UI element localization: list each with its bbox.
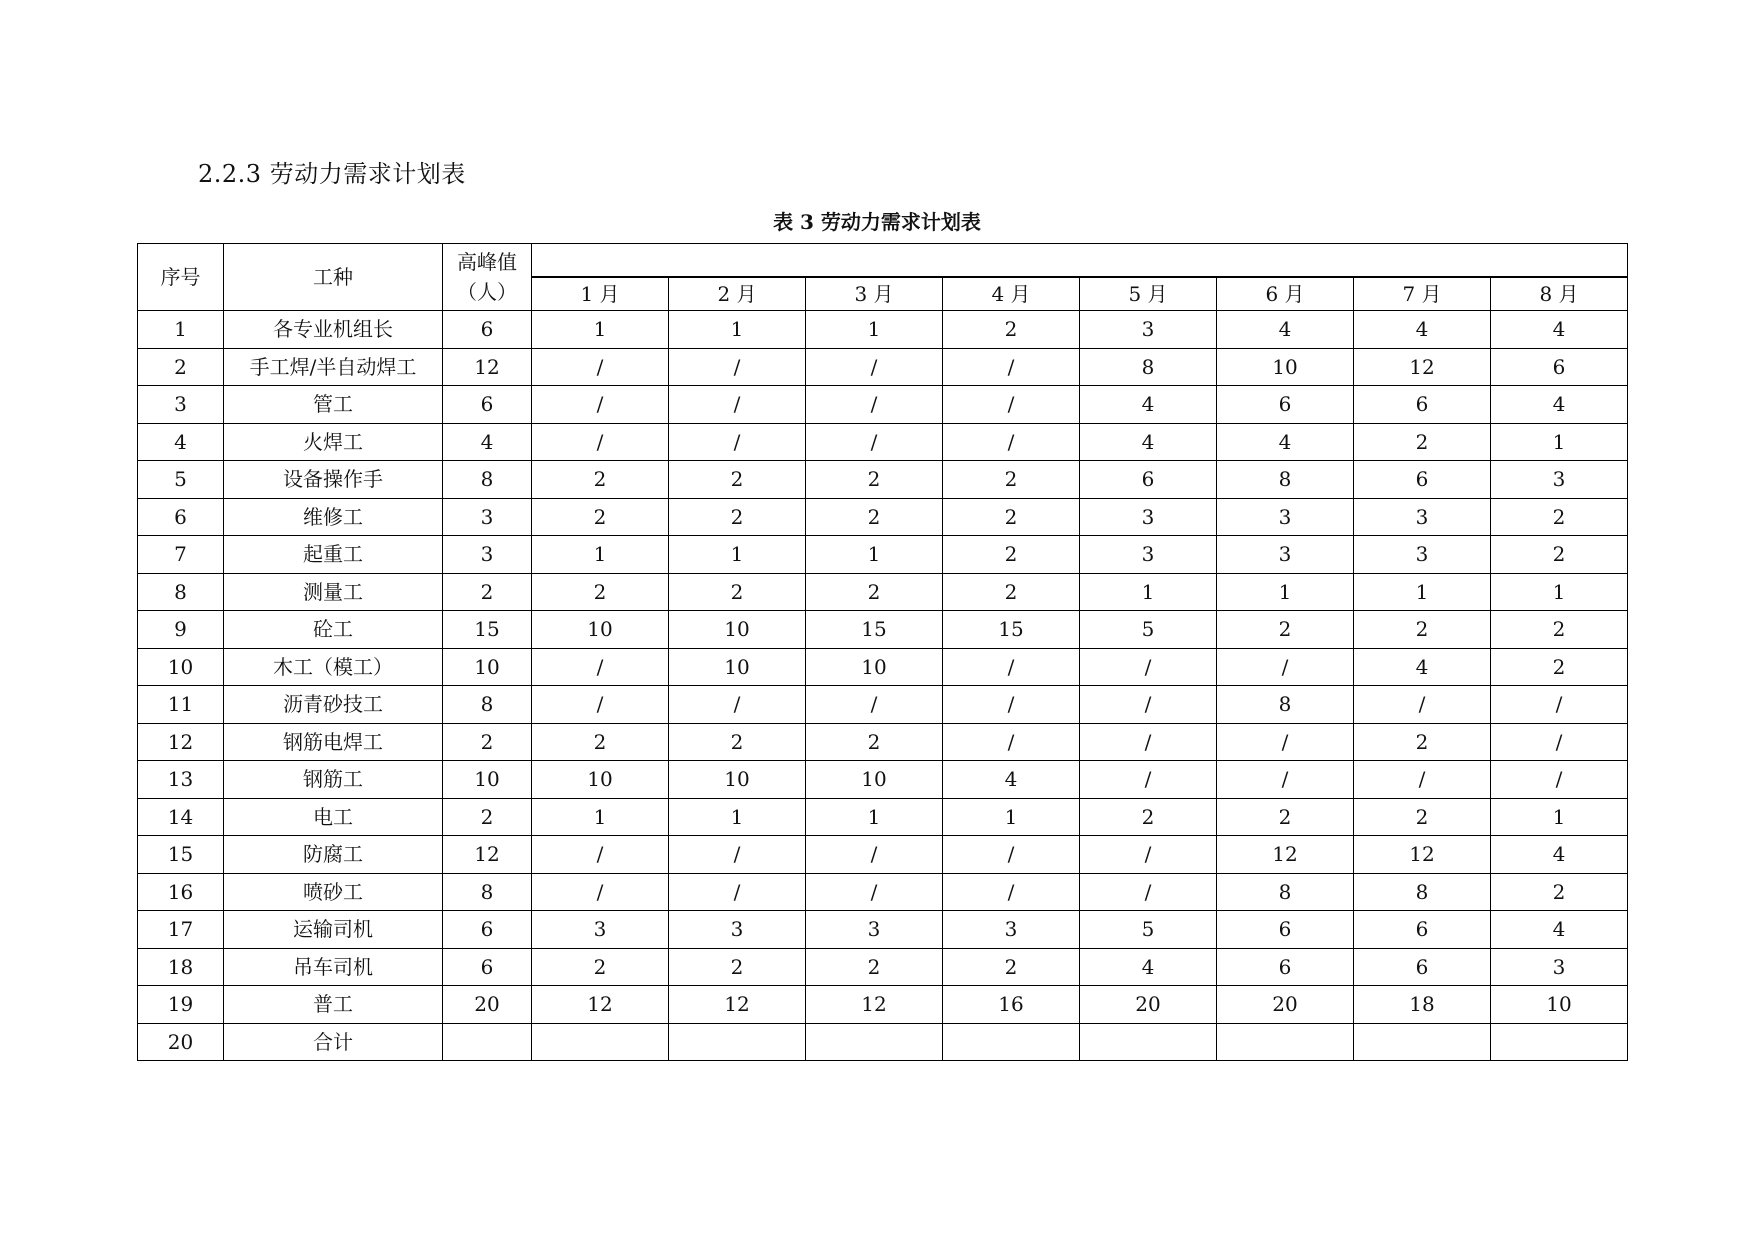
row-month-cell: / (1491, 761, 1628, 799)
row-month-cell: 4 (1217, 423, 1354, 461)
row-month-cell: 1 (669, 311, 806, 349)
row-peak-cell: 12 (443, 836, 532, 874)
row-peak-cell: 3 (443, 536, 532, 574)
row-index-cell: 4 (138, 423, 224, 461)
row-month-cell: 15 (943, 611, 1080, 649)
row-peak-cell: 2 (443, 723, 532, 761)
row-month-cell: / (669, 686, 806, 724)
row-month-cell: / (943, 723, 1080, 761)
row-month-cell: 12 (1217, 836, 1354, 874)
row-trade-cell: 合计 (224, 1023, 443, 1061)
row-peak-cell: 10 (443, 648, 532, 686)
row-month-cell: 4 (1491, 911, 1628, 949)
row-month-cell: 8 (1080, 348, 1217, 386)
row-month-cell: 2 (943, 948, 1080, 986)
row-month-cell: 8 (1217, 873, 1354, 911)
row-index-cell: 1 (138, 311, 224, 349)
row-trade-cell: 钢筋电焊工 (224, 723, 443, 761)
row-month-cell: 2 (1354, 611, 1491, 649)
row-month-cell: / (1080, 648, 1217, 686)
row-peak-cell: 4 (443, 423, 532, 461)
row-month-cell: 4 (1080, 948, 1217, 986)
row-month-cell: / (806, 348, 943, 386)
row-month-cell: / (532, 386, 669, 424)
row-month-cell (1080, 1023, 1217, 1061)
row-index-cell: 19 (138, 986, 224, 1024)
row-trade-cell: 喷砂工 (224, 873, 443, 911)
row-month-cell: 18 (1354, 986, 1491, 1024)
row-month-cell: 2 (943, 573, 1080, 611)
row-month-cell: 3 (1080, 498, 1217, 536)
row-month-cell: 2 (669, 498, 806, 536)
row-month-cell: / (669, 386, 806, 424)
row-month-cell: 2 (1491, 536, 1628, 574)
row-month-cell: / (806, 686, 943, 724)
header-peak-line1: 高峰值 (457, 250, 517, 274)
row-index-cell: 10 (138, 648, 224, 686)
row-month-cell: 12 (532, 986, 669, 1024)
row-month-cell: 6 (1354, 386, 1491, 424)
table-row (138, 911, 1628, 949)
row-trade-cell: 起重工 (224, 536, 443, 574)
row-index-cell: 18 (138, 948, 224, 986)
row-month-cell: 12 (806, 986, 943, 1024)
row-month-cell: 1 (1491, 423, 1628, 461)
row-month-cell: 2 (532, 948, 669, 986)
row-month-cell: / (669, 423, 806, 461)
table-row (138, 423, 1628, 461)
row-trade-cell: 各专业机组长 (224, 311, 443, 349)
row-month-cell: 6 (1354, 911, 1491, 949)
row-month-cell (943, 1023, 1080, 1061)
row-month-cell: 10 (532, 611, 669, 649)
row-month-cell: 2 (806, 461, 943, 499)
table-row (138, 386, 1628, 424)
header-month: 8 月 (1491, 277, 1628, 311)
row-peak-cell (443, 1023, 532, 1061)
row-month-cell: 2 (669, 723, 806, 761)
row-month-cell: 2 (1217, 798, 1354, 836)
row-month-cell: / (806, 423, 943, 461)
row-month-cell: 2 (943, 536, 1080, 574)
header-trade: 工种 (224, 244, 443, 311)
row-month-cell (1217, 1023, 1354, 1061)
row-index-cell: 20 (138, 1023, 224, 1061)
row-month-cell: 3 (532, 911, 669, 949)
row-month-cell: 3 (1354, 536, 1491, 574)
row-trade-cell: 木工（模工） (224, 648, 443, 686)
row-month-cell: 4 (1080, 386, 1217, 424)
row-month-cell: 4 (943, 761, 1080, 799)
row-month-cell: 10 (669, 648, 806, 686)
row-month-cell: / (1217, 648, 1354, 686)
row-month-cell: / (1354, 761, 1491, 799)
row-month-cell: 20 (1217, 986, 1354, 1024)
row-month-cell: 12 (1354, 836, 1491, 874)
section-heading: 2.2.3 劳动力需求计划表 (198, 160, 466, 188)
header-month-band (532, 244, 1628, 278)
row-index-cell: 9 (138, 611, 224, 649)
row-month-cell: 4 (1491, 836, 1628, 874)
row-month-cell: 6 (1080, 461, 1217, 499)
row-index-cell: 11 (138, 686, 224, 724)
row-month-cell (1491, 1023, 1628, 1061)
row-month-cell (806, 1023, 943, 1061)
row-month-cell: 6 (1217, 911, 1354, 949)
row-month-cell: 1 (1354, 573, 1491, 611)
row-index-cell: 3 (138, 386, 224, 424)
table-row (138, 311, 1628, 349)
row-index-cell: 12 (138, 723, 224, 761)
row-month-cell: 2 (669, 948, 806, 986)
row-month-cell: / (943, 648, 1080, 686)
row-trade-cell: 火焊工 (224, 423, 443, 461)
row-month-cell: 1 (943, 798, 1080, 836)
row-month-cell (1354, 1023, 1491, 1061)
row-peak-cell: 2 (443, 573, 532, 611)
row-month-cell: 10 (1491, 986, 1628, 1024)
row-month-cell: / (806, 386, 943, 424)
row-peak-cell: 6 (443, 386, 532, 424)
row-month-cell: 2 (532, 573, 669, 611)
row-month-cell: 2 (943, 311, 1080, 349)
row-month-cell: 4 (1080, 423, 1217, 461)
row-month-cell: / (669, 836, 806, 874)
table-row (138, 761, 1628, 799)
row-index-cell: 16 (138, 873, 224, 911)
row-trade-cell: 手工焊/半自动焊工 (224, 348, 443, 386)
row-month-cell: 2 (1491, 648, 1628, 686)
row-month-cell (669, 1023, 806, 1061)
row-month-cell: / (943, 836, 1080, 874)
row-peak-cell: 20 (443, 986, 532, 1024)
table-row (138, 836, 1628, 874)
row-index-cell: 17 (138, 911, 224, 949)
row-month-cell: / (806, 836, 943, 874)
row-month-cell: 3 (1491, 948, 1628, 986)
row-month-cell: 6 (1491, 348, 1628, 386)
row-month-cell: 1 (806, 536, 943, 574)
header-peak (443, 244, 532, 311)
row-month-cell: 1 (532, 798, 669, 836)
row-month-cell: 10 (806, 648, 943, 686)
row-month-cell: 2 (532, 498, 669, 536)
header-month: 4 月 (943, 277, 1080, 311)
header-month: 1 月 (532, 277, 669, 311)
row-month-cell: / (532, 648, 669, 686)
row-index-cell: 5 (138, 461, 224, 499)
row-month-cell: / (532, 873, 669, 911)
row-month-cell: 2 (1354, 423, 1491, 461)
row-month-cell: / (1491, 723, 1628, 761)
table-row (138, 873, 1628, 911)
row-month-cell: 1 (1217, 573, 1354, 611)
row-month-cell: 20 (1080, 986, 1217, 1024)
row-month-cell: 12 (1354, 348, 1491, 386)
row-month-cell: / (1217, 761, 1354, 799)
row-trade-cell: 运输司机 (224, 911, 443, 949)
row-month-cell: 10 (669, 611, 806, 649)
row-month-cell: / (1491, 686, 1628, 724)
row-month-cell: / (943, 386, 1080, 424)
row-month-cell: 5 (1080, 911, 1217, 949)
header-peak-line2: （人） (457, 280, 517, 304)
row-month-cell: 3 (1217, 498, 1354, 536)
row-month-cell: 3 (806, 911, 943, 949)
row-peak-cell: 8 (443, 461, 532, 499)
table-row (138, 536, 1628, 574)
row-month-cell: 3 (1354, 498, 1491, 536)
row-trade-cell: 砼工 (224, 611, 443, 649)
table-row (138, 686, 1628, 724)
row-index-cell: 13 (138, 761, 224, 799)
row-month-cell: 1 (1491, 798, 1628, 836)
row-trade-cell: 管工 (224, 386, 443, 424)
header-month: 6 月 (1217, 277, 1354, 311)
header-row-top (138, 244, 1628, 278)
row-month-cell: 2 (1080, 798, 1217, 836)
row-month-cell: / (669, 873, 806, 911)
row-month-cell: 2 (1491, 611, 1628, 649)
header-index: 序号 (138, 244, 224, 311)
row-month-cell: / (1080, 761, 1217, 799)
row-month-cell: 3 (1491, 461, 1628, 499)
row-month-cell: / (532, 423, 669, 461)
row-trade-cell: 电工 (224, 798, 443, 836)
row-month-cell: 1 (532, 311, 669, 349)
header-month: 3 月 (806, 277, 943, 311)
row-month-cell: 2 (1354, 723, 1491, 761)
table-row (138, 573, 1628, 611)
row-peak-cell: 6 (443, 311, 532, 349)
header-month: 5 月 (1080, 277, 1217, 311)
row-month-cell: 1 (669, 536, 806, 574)
row-month-cell: 2 (943, 461, 1080, 499)
table-row (138, 1023, 1628, 1061)
row-month-cell: 8 (1217, 461, 1354, 499)
row-month-cell: 4 (1217, 311, 1354, 349)
row-month-cell: 4 (1354, 648, 1491, 686)
row-month-cell: / (1217, 723, 1354, 761)
row-trade-cell: 测量工 (224, 573, 443, 611)
row-month-cell: 12 (669, 986, 806, 1024)
row-month-cell: 6 (1217, 948, 1354, 986)
row-peak-cell: 15 (443, 611, 532, 649)
row-month-cell: 4 (1354, 311, 1491, 349)
row-peak-cell: 6 (443, 911, 532, 949)
row-month-cell: / (806, 873, 943, 911)
row-month-cell: 5 (1080, 611, 1217, 649)
row-month-cell: 2 (1491, 498, 1628, 536)
row-month-cell: 2 (806, 948, 943, 986)
row-month-cell: / (943, 423, 1080, 461)
row-index-cell: 8 (138, 573, 224, 611)
table-caption: 表 3 劳动力需求计划表 (773, 210, 981, 234)
row-peak-cell: 8 (443, 873, 532, 911)
row-month-cell: / (532, 686, 669, 724)
row-month-cell: / (532, 348, 669, 386)
row-month-cell: 2 (669, 573, 806, 611)
row-month-cell: 1 (806, 311, 943, 349)
row-month-cell: / (1354, 686, 1491, 724)
row-trade-cell: 设备操作手 (224, 461, 443, 499)
row-month-cell: 1 (532, 536, 669, 574)
row-month-cell: 6 (1354, 948, 1491, 986)
row-month-cell: 10 (669, 761, 806, 799)
row-month-cell: / (943, 686, 1080, 724)
row-index-cell: 7 (138, 536, 224, 574)
row-month-cell: 1 (669, 798, 806, 836)
table-row (138, 648, 1628, 686)
row-month-cell: 2 (1217, 611, 1354, 649)
row-month-cell: / (669, 348, 806, 386)
row-month-cell: 4 (1491, 386, 1628, 424)
table-row (138, 498, 1628, 536)
row-month-cell: 2 (806, 573, 943, 611)
row-peak-cell: 10 (443, 761, 532, 799)
row-trade-cell: 吊车司机 (224, 948, 443, 986)
row-peak-cell: 2 (443, 798, 532, 836)
table-row (138, 461, 1628, 499)
row-month-cell: 2 (669, 461, 806, 499)
row-month-cell: 1 (1491, 573, 1628, 611)
row-month-cell: / (943, 873, 1080, 911)
table-row (138, 948, 1628, 986)
row-month-cell: 10 (532, 761, 669, 799)
row-month-cell: / (532, 836, 669, 874)
row-month-cell: 10 (806, 761, 943, 799)
row-trade-cell: 普工 (224, 986, 443, 1024)
row-trade-cell: 维修工 (224, 498, 443, 536)
row-month-cell: 3 (1217, 536, 1354, 574)
row-month-cell: / (1080, 873, 1217, 911)
row-month-cell: 15 (806, 611, 943, 649)
table-row (138, 611, 1628, 649)
row-month-cell (532, 1023, 669, 1061)
row-peak-cell: 3 (443, 498, 532, 536)
row-trade-cell: 钢筋工 (224, 761, 443, 799)
row-index-cell: 15 (138, 836, 224, 874)
row-trade-cell: 沥青砂技工 (224, 686, 443, 724)
row-month-cell: 3 (943, 911, 1080, 949)
row-month-cell: 1 (806, 798, 943, 836)
row-month-cell: 2 (1491, 873, 1628, 911)
table-row (138, 986, 1628, 1024)
table-row (138, 348, 1628, 386)
row-month-cell: / (1080, 723, 1217, 761)
row-month-cell: 2 (806, 498, 943, 536)
row-month-cell: 10 (1217, 348, 1354, 386)
labor-demand-table (137, 243, 1628, 1061)
row-index-cell: 2 (138, 348, 224, 386)
row-month-cell: 3 (1080, 311, 1217, 349)
row-month-cell: 2 (532, 461, 669, 499)
row-peak-cell: 6 (443, 948, 532, 986)
row-month-cell: 2 (943, 498, 1080, 536)
row-peak-cell: 8 (443, 686, 532, 724)
row-month-cell: 3 (669, 911, 806, 949)
row-month-cell: 4 (1491, 311, 1628, 349)
table-row (138, 798, 1628, 836)
row-month-cell: 16 (943, 986, 1080, 1024)
row-month-cell: 1 (1080, 573, 1217, 611)
header-month: 2 月 (669, 277, 806, 311)
row-month-cell: 2 (532, 723, 669, 761)
row-month-cell: 6 (1217, 386, 1354, 424)
row-peak-cell: 12 (443, 348, 532, 386)
header-month: 7 月 (1354, 277, 1491, 311)
row-month-cell: / (1080, 686, 1217, 724)
row-month-cell: 2 (1354, 798, 1491, 836)
row-month-cell: / (1080, 836, 1217, 874)
row-month-cell: 2 (806, 723, 943, 761)
table-row (138, 723, 1628, 761)
row-index-cell: 6 (138, 498, 224, 536)
row-month-cell: 8 (1354, 873, 1491, 911)
row-month-cell: 6 (1354, 461, 1491, 499)
row-month-cell: / (943, 348, 1080, 386)
row-month-cell: 3 (1080, 536, 1217, 574)
row-month-cell: 8 (1217, 686, 1354, 724)
row-index-cell: 14 (138, 798, 224, 836)
row-trade-cell: 防腐工 (224, 836, 443, 874)
